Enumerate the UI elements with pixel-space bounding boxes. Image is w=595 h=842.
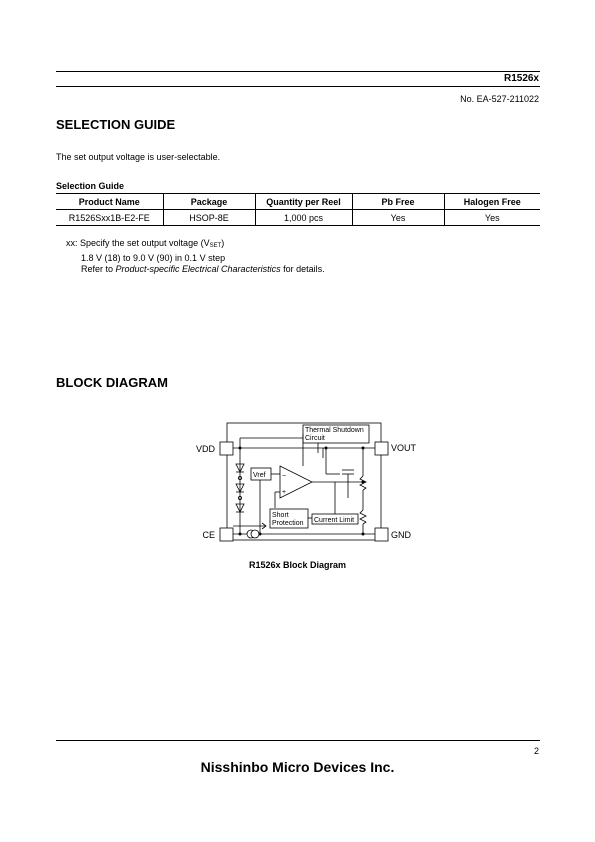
vref-label: Vref	[253, 472, 266, 479]
part-number: R1526x	[503, 73, 539, 84]
selection-guide-intro: The set output voltage is user-selectable.	[56, 152, 221, 162]
amp-noninverting-input-label: +	[282, 489, 287, 496]
column-header-package: Package	[163, 194, 255, 210]
note-reference-title: Product-specific Electrical Characteristics	[115, 264, 281, 274]
block-diagram	[190, 418, 417, 552]
note-line1-prefix: xx: Specify the set output voltage (V	[66, 238, 210, 248]
page-number: 2	[533, 746, 539, 756]
note-line3-suffix: for details.	[280, 264, 325, 274]
selection-guide-heading: SELECTION GUIDE	[56, 117, 176, 132]
gnd-pin	[375, 528, 388, 541]
cell-package: HSOP-8E	[163, 210, 255, 226]
column-header-product-name: Product Name	[56, 194, 163, 210]
current-limit-label: Current Limit	[314, 517, 355, 524]
ce-pin-label: CE	[202, 530, 215, 540]
table-header-row	[56, 194, 540, 210]
vout-pin-label: VOUT	[391, 443, 417, 453]
note-line1-suffix: )	[221, 238, 225, 248]
amp-inverting-input-label: −	[282, 473, 287, 480]
cell-pb-free: Yes	[352, 210, 444, 226]
vout-pin	[375, 442, 388, 455]
cell-halogen-free: Yes	[444, 210, 540, 226]
selection-guide-table-caption: Selection Guide	[56, 181, 125, 191]
header-rule	[56, 71, 540, 72]
company-name: Nisshinbo Micro Devices Inc.	[200, 759, 395, 775]
footer-rule	[56, 740, 540, 741]
block-diagram-caption: R1526x Block Diagram	[248, 560, 347, 570]
feedback-resistor-lower	[360, 510, 366, 524]
table-row	[56, 210, 540, 226]
ce-pin	[220, 528, 233, 541]
note-voltage-range: 1.8 V (18) to 9.0 V (90) in 0.1 V step	[81, 252, 226, 263]
selection-guide-table	[56, 193, 540, 226]
selection-guide-note	[66, 238, 325, 276]
note-vset-subscript: SET	[209, 243, 222, 249]
thermal-shutdown-label-line1: Thermal Shutdown	[305, 427, 364, 434]
note-line3-prefix: Refer to	[81, 264, 116, 274]
thermal-shutdown-label-line2: Circuit	[305, 435, 325, 442]
vdd-pin-label: VDD	[195, 444, 215, 454]
gnd-pin-label: GND	[391, 530, 411, 540]
cell-quantity: 1,000 pcs	[255, 210, 352, 226]
column-header-halogen-free: Halogen Free	[444, 194, 540, 210]
block-diagram-heading: BLOCK DIAGRAM	[56, 375, 168, 390]
short-protection-label-line2: Protection	[272, 520, 304, 527]
column-header-pb-free: Pb Free	[352, 194, 444, 210]
short-protection-label-line1: Short	[272, 512, 289, 519]
header-rule-lower	[56, 86, 540, 87]
vdd-pin	[220, 442, 233, 455]
column-header-quantity: Quantity per Reel	[255, 194, 352, 210]
document-number: No. EA-527-211022	[460, 94, 539, 104]
cell-product-name: R1526Sxx1B-E2-FE	[56, 210, 163, 226]
